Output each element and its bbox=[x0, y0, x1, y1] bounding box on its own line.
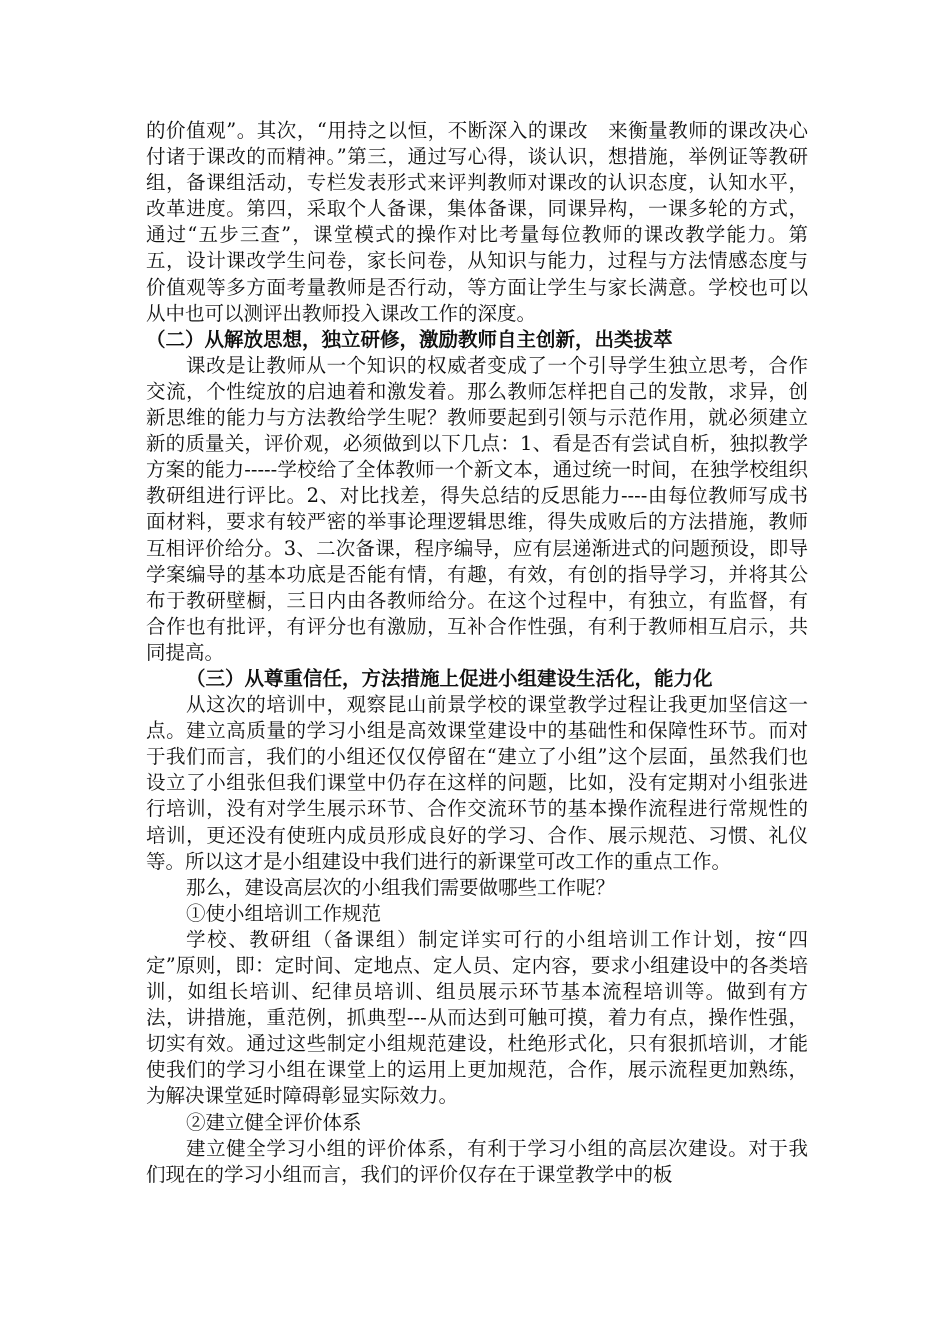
list-item-evaluation-system: ②建立健全评价体系 bbox=[186, 1110, 362, 1134]
paragraph-group-building: 从这次的培训中，观察昆山前景学校的课堂教学过程让我更加坚信这一点。建立高质量的学习小组是高效课堂建设中的基础性和保障性环节。而对于我们而言，我们的小组还仅仅停留在“建立了小组”这个层面，虽然我们也设立了小组张但我们课堂中仍存在这样的问题，比如，没有定期对小组张进行培训，没有对学生展示环节、合作交流环节的基本操作流程进行常规性的培训，更还没有使班内成员形成良好的学习、合作、展示规范、习惯、礼仪等。所以这才是小组建设中我们进行的新课堂可改工作的重点工作。 bbox=[146, 693, 808, 873]
paragraph-evaluation-methods: 的价值观”。其次，“用持之以恒，不断深入的课改 来衡量教师的课改决心付诸于课改的而精神。”第三，通过写心得，谈认识，想措施，举例证等教研组，备课组活动，专栏发表形式来评判教师对课改的认识态度，认知水平，改革进度。第四，采取个人备课，集体备课，同课异构，一课多轮的方式，通过“五步三查”，课堂模式的操作对比考量每位教师的课改教学能力。第五，设计课改学生问卷，家长问卷，从知识与能力，过程与方法情感态度与价值观等多方面考量教师是否行动，等方面让学生与家长满意。学校也可以从中也可以测评出教师投入课改工作的深度。 bbox=[146, 119, 808, 325]
list-item-training-standard: ①使小组培训工作规范 bbox=[186, 901, 382, 925]
paragraph-evaluation-system: 建立健全学习小组的评价体系，有利于学习小组的高层次建设。对于我们现在的学习小组而言，我们的评价仅存在于课堂教学中的板 bbox=[146, 1136, 808, 1186]
paragraph-training-plan: 学校、教研组（备课组）制定详实可行的小组培训工作计划，按“四定”原则，即：定时间、定地点、定人员、定内容，要求小组建设中的各类培训，如组长培训、纪律员培训、组员展示环节基本流程培训等。做到有方法，讲措施，重范例，抓典型---从而达到可触可摸，着力有点，操作性强，切实有效。通过这些制定小组规范建设，杜绝形式化，只有狠抓培训，才能使我们的学习小组在课堂上的运用上更加规范，合作，展示流程更加熟练，为解决课堂延时障碍彰显实际效力。 bbox=[146, 927, 808, 1108]
section-heading-three: （三）从尊重信任，方法措施上促进小组建设生活化，能力化 bbox=[186, 666, 713, 690]
document-page bbox=[146, 118, 808, 1188]
section-heading-two: （二）从解放思想，独立研修，激励教师自主创新，出类拔萃 bbox=[146, 327, 673, 351]
paragraph-teacher-innovation: 课改是让教师从一个知识的权威者变成了一个引导学生独立思考，合作交流，个性绽放的启迪着和激发着。那么教师怎样把自己的发散，求异，创新思维的能力与方法教给学生呢？教师要起到引领与示范作用，就必须建立新的质量关，评价观，必须做到以下几点：1、看是否有尝试自析，独拟教学方案的能力-----学校给了全体教师一个新文本，通过统一时间，在独学校组织教研组进行评比。2、对比找差，得失总结的反思能力----由每位教师写成书面材料，要求有较严密的举事论理逻辑思维，得失成败后的方法措施，教师互相评价给分。3、二次备课，程序编导，应有层递渐进式的问题预设，即导学案编导的基本功底是否能有情，有趣，有效，有创的指导学习，并将其公布于教研壁橱，三日内由各教师给分。在这个过程中，有独立，有监督，有合作也有批评，有评分也有激励，互补合作性强，有利于教师相互启示，共同提高。 bbox=[146, 353, 808, 664]
paragraph-group-question: 那么，建设高层次的小组我们需要做哪些工作呢？ bbox=[186, 875, 616, 899]
